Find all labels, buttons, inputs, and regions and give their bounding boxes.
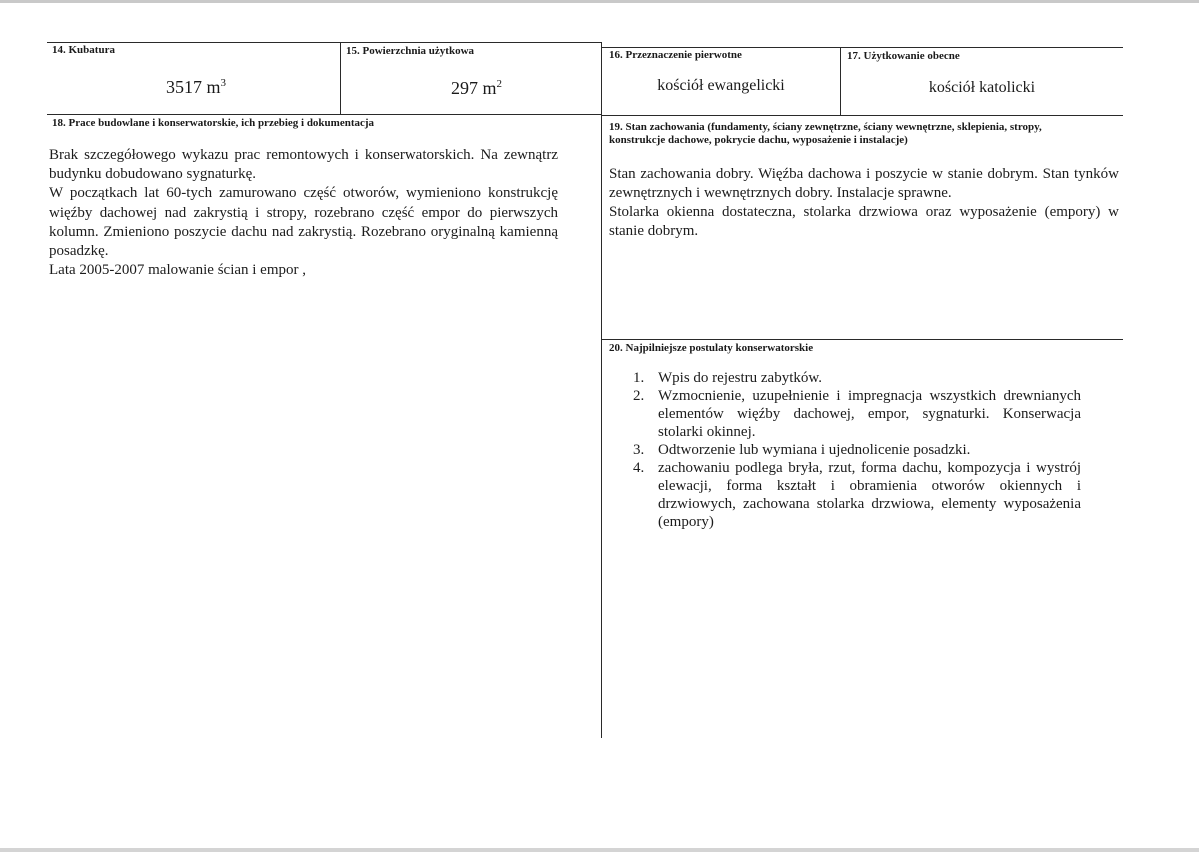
scan-bottom-edge — [0, 848, 1199, 852]
przeznaczenie-value: kościół ewangelicki — [657, 77, 785, 94]
scan-top-edge — [0, 0, 1199, 3]
list-item-number: 2. — [633, 388, 645, 404]
stan-label-line-2: konstrukcje dachowe, pokrycie dachu, wyposażenie i instalacje) — [609, 134, 908, 146]
list-item-number: 3. — [633, 442, 645, 458]
list-item — [633, 369, 1081, 387]
prace-paragraph-2: W początkach lat 60-tych zamurowano część otworów, wymieniono konstrukcję więźby dachowej nad zakrystią i stropy, rozebrano część empor do pierwszych kolumn. Zmieniono poszycie dachu nad zakrystią. Rozebrano oryginalną kamienną posadzkę. — [49, 185, 558, 260]
prace-label: 18. Prace budowlane i konserwatorskie, ich przebieg i dokumentacja — [52, 117, 375, 129]
prace-paragraph-3: Lata 2005-2007 malowanie ścian i empor , — [49, 262, 307, 279]
prace-text — [49, 146, 558, 280]
uzytkowanie-label: 17. Użytkowanie obecne — [847, 50, 960, 62]
kubatura-number: 3517 m — [166, 77, 221, 97]
stan-paragraph-1: Stan zachowania dobry. Więźba dachowa i poszycie w stanie dobrym. Stan tynków zewnętrznych i wewnętrznych dobry. Instalacje sprawne. — [609, 166, 1119, 201]
mid-rule-right — [602, 115, 1123, 116]
powierzchnia-number: 297 m — [451, 78, 497, 98]
przeznaczenie-label: 16. Przeznaczenie pierwotne — [609, 49, 742, 61]
list-item-number: 4. — [633, 460, 645, 476]
kubatura-exponent: 3 — [220, 77, 227, 89]
stan-paragraph-2: Stolarka okienna dostateczna, stolarka drzwiowa oraz wyposażenie (empory) w stanie dobrym. — [609, 204, 1119, 239]
top-rule-left — [47, 42, 602, 43]
stan-label-line-1: 19. Stan zachowania (fundamenty, ściany zewnętrzne, ściany wewnętrzne, sklepienia, stropy, — [609, 121, 1042, 133]
list-item — [633, 459, 1081, 531]
powierzchnia-exponent: 2 — [496, 78, 503, 90]
prace-paragraph-1: Brak szczegółowego wykazu prac remontowych i konserwatorskich. Na zewnątrz budynku dobudowano sygnaturkę. — [49, 147, 558, 183]
kubatura-value — [166, 76, 226, 98]
kubatura-label: 14. Kubatura — [52, 44, 115, 56]
list-item — [633, 441, 1081, 459]
postulaty-list — [633, 369, 1081, 531]
list-item-text: Odtworzenie lub wymiana i ujednolicenie posadzki. — [658, 442, 971, 458]
right-split-rule — [602, 339, 1123, 340]
list-item-text: Wpis do rejestru zabytków. — [658, 370, 822, 386]
stan-text — [609, 165, 1119, 241]
divider-center — [601, 42, 602, 738]
list-item-number: 1. — [633, 370, 645, 386]
powierzchnia-label: 15. Powierzchnia użytkowa — [346, 45, 475, 57]
postulaty-label: 20. Najpilniejsze postulaty konserwatorskie — [609, 342, 814, 354]
list-item-text: zachowaniu podlega bryła, rzut, forma dachu, kompozycja i wystrój elewacji, forma kształt i obramienia otworów okiennych i drzwiowych, zachowana stolarka drzwiowa, elementy wyposażenia (empory) — [658, 460, 1081, 530]
list-item-text: Wzmocnienie, uzupełnienie i impregnacja wszystkich drewnianych elementów więźby dachowej, empor, sygnaturki. Konserwacja stolarki okinnej. — [658, 388, 1081, 440]
top-rule-right — [602, 47, 1123, 48]
uzytkowanie-value: kościół katolicki — [928, 79, 1036, 96]
mid-rule-left — [47, 114, 602, 115]
list-item — [633, 387, 1081, 441]
powierzchnia-value — [451, 77, 502, 99]
divider-kubatura — [340, 42, 341, 114]
